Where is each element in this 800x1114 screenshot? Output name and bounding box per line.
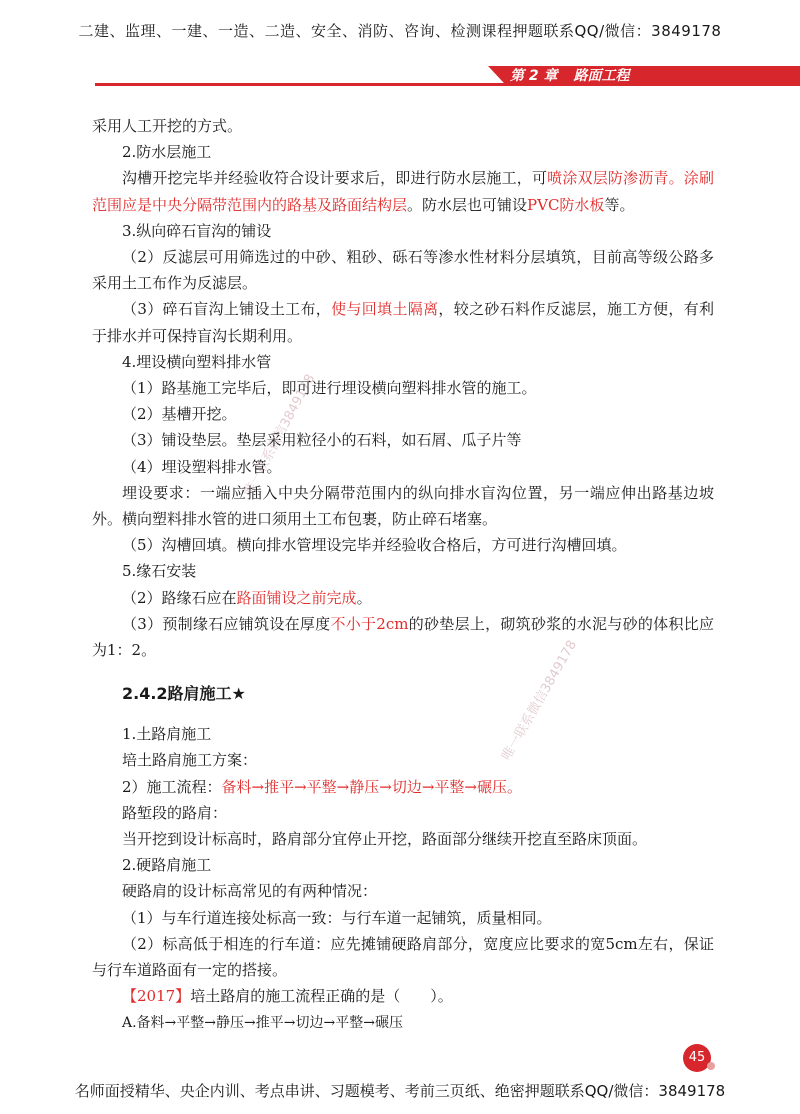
top-contact-banner: 二建、监理、一建、一造、二造、安全、消防、咨询、检测课程押题联系QQ/微信：3849178 (78, 22, 722, 40)
paragraph: （3）预制缘石应铺筑设在厚度不小于2cm的砂垫层上，砌筑砂浆的水泥与砂的体积比应为1：2。 (92, 614, 715, 660)
subheading: 4.埋设横向塑料排水管 (122, 352, 272, 371)
subheading: 2.硬路肩施工 (122, 856, 212, 875)
paragraph: （5）沟槽回填。横向排水管埋设完毕并经验收合格后，方可进行沟槽回填。 (122, 536, 627, 555)
paragraph: 沟槽开挖完毕并经验收符合设计要求后，即进行防水层施工，可喷涂双层防渗沥青。涂刷范围应是中央分隔带范围内的路基及路面结构层。防水层也可铺设PVC防水板等。 (92, 169, 714, 214)
page-body (92, 113, 714, 1036)
paragraph: （4）埋设塑料排水管。 (122, 457, 282, 476)
paragraph: 2）施工流程：备料→推平→平整→静压→切边→平整→碾压。 (122, 777, 522, 796)
chapter-header (0, 58, 800, 92)
paragraph: 硬路肩的设计标高常见的有两种情况： (122, 882, 378, 901)
paragraph: （2）标高低于相连的行车道：应先摊铺硬路肩部分，宽度应比要求的宽5cm左右，保证与行车道路面有一定的搭接。 (92, 934, 714, 980)
paragraph: 路堑段的路肩： (122, 803, 228, 822)
chapter-label (510, 66, 646, 86)
highlight: 喷涂双层防渗沥青。涂刷范围应是中央分隔带范围内的路基及路面结构层 (92, 169, 714, 214)
highlight: 路面铺设之前完成 (236, 588, 357, 607)
highlight: PVC防水板 (527, 195, 605, 214)
subheading: 5.缘石安装 (122, 562, 197, 581)
bottom-contact-banner: 名师面授精华、央企内训、考点串讲、习题模考、考前三页纸、绝密押题联系QQ/微信：3849178 (74, 1082, 726, 1100)
section-title: 2.4.2路肩施工★ (122, 684, 246, 704)
subheading: 3.纵向碎石盲沟的铺设 (122, 221, 272, 240)
highlight: 不小于2cm (330, 614, 409, 633)
paragraph: 培土路肩施工方案： (122, 751, 258, 770)
paragraph: 当开挖到设计标高时，路肩部分宜停止开挖，路面部分继续开挖直至路床顶面。 (122, 830, 648, 849)
paragraph: （2）反滤层可用筛选过的中砂、粗砂、砾石等渗水性材料分层填筑，目前高等级公路多采用土工布作为反滤层。 (92, 248, 714, 293)
question-text: 培土路肩的施工流程正确的是（ ）。 (190, 987, 453, 1006)
paragraph: 采用人工开挖的方式。 (92, 117, 243, 135)
page-number: 45 (683, 1044, 711, 1072)
chapter-number: 第 2 章 (510, 68, 558, 84)
answer-option-a: A.备料→平整→静压→推平→切边→平整→碾压 (122, 1014, 403, 1031)
paragraph: （1）路基施工完毕后，即可进行埋设横向塑料排水管的施工。 (122, 379, 537, 398)
watermark: 唯一联系微信3849178 (241, 371, 319, 499)
page-number-dot (707, 1062, 715, 1070)
highlight: 使与回填土隔离 (331, 300, 439, 319)
paragraph: （3）铺设垫层。垫层采用粒径小的石料，如石屑、瓜子片等 (122, 431, 522, 450)
watermark: 唯一联系微信3849178 (499, 637, 581, 764)
exam-question (92, 983, 714, 1009)
highlight: 备料→推平→平整→静压→切边→平整→碾压。 (221, 777, 522, 796)
chapter-title: 路面工程 (573, 68, 630, 84)
paragraph: （3）碎石盲沟上铺设土工布，使与回填土隔离，较之砂石料作反滤层，施工方便，有利于排水并可保持盲沟长期利用。 (92, 300, 714, 345)
subheading: 2.防水层施工 (122, 143, 212, 162)
paragraph: 埋设要求：一端应插入中央分隔带范围内的纵向排水盲沟位置，另一端应伸出路基边坡外。横向塑料排水管的进口须用土工布包裹，防止碎石堵塞。 (92, 483, 714, 529)
subheading: 1.土路肩施工 (122, 725, 212, 744)
paragraph: （2）基槽开挖。 (122, 405, 237, 424)
paragraph: （2）路缘石应在路面铺设之前完成。 (122, 588, 372, 607)
question-year: 【2017】 (122, 987, 191, 1006)
paragraph: （1）与车行道连接处标高一致：与行车道一起铺筑，质量相同。 (122, 908, 552, 927)
